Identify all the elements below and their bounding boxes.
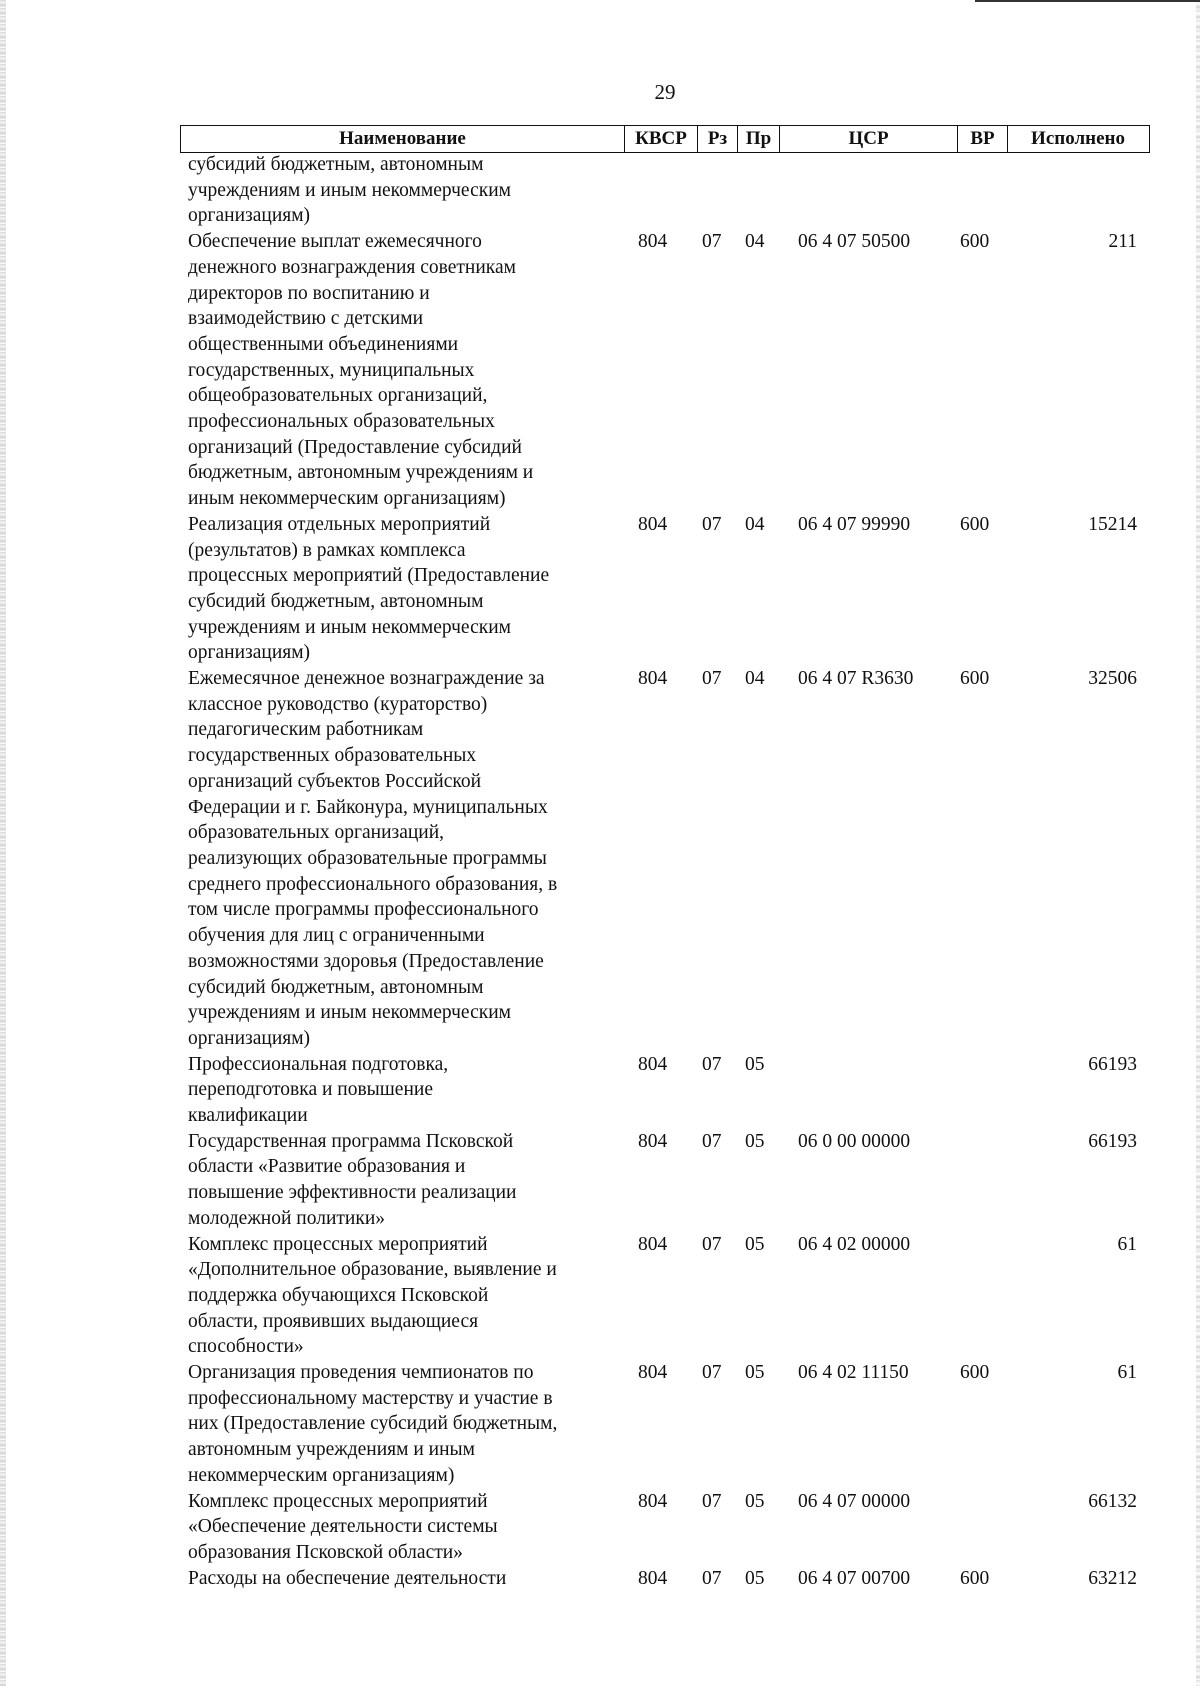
- row-name: Обеспечение выплат ежемесячного денежного вознаграждения советникам директоров по воспитанию и взаимодействию с детскими общественными объединениями государственных, муниципальных общеобразовательных организаций, профессиональных образовательных организаций (Предоставление субсидий бюджетным, автономным учреждениям и иным некоммерческим организациям): [188, 231, 534, 510]
- header-name: Наименование: [339, 128, 466, 149]
- row-kvsr: 804: [638, 1362, 668, 1384]
- row-executed: 15214: [1088, 513, 1137, 535]
- row-vr: 600: [960, 231, 990, 253]
- row-rz: 07: [702, 1567, 722, 1589]
- row-rz: 07: [702, 1053, 722, 1075]
- row-pr: 04: [745, 513, 765, 535]
- row-vr: 600: [960, 1567, 990, 1589]
- header-csr: ЦСР: [779, 126, 957, 152]
- row-executed: 61: [1117, 1362, 1137, 1384]
- row-csr: 06 4 02 11150: [798, 1362, 909, 1384]
- row-name: Комплекс процессных мероприятий «Дополнительное образование, выявление и поддержка обучающихся Псковской области, проявивших выдающиеся способности»: [188, 1233, 557, 1358]
- row-csr: 06 4 02 00000: [798, 1233, 911, 1255]
- row-kvsr: 804: [638, 1490, 668, 1512]
- row-kvsr: 804: [638, 1130, 668, 1152]
- row-pr: 05: [745, 1362, 765, 1384]
- top-rule: [975, 0, 1200, 2]
- row-name: Профессиональная подготовка, переподготовка и повышение квалификации: [188, 1053, 449, 1127]
- row-rz: 07: [702, 231, 722, 253]
- row-pr: 05: [745, 1490, 765, 1512]
- header-executed: Исполнено: [1007, 126, 1148, 152]
- table-body: [0, 152, 1200, 1591]
- row-kvsr: 804: [638, 1053, 668, 1075]
- row-vr: 600: [960, 513, 990, 535]
- row-executed: 63212: [1088, 1567, 1137, 1589]
- row-executed: 32506: [1088, 668, 1137, 690]
- table-row: [0, 1489, 1200, 1566]
- row-pr: 04: [745, 231, 765, 253]
- table-row: [0, 1129, 1200, 1232]
- row-kvsr: 804: [638, 1567, 668, 1589]
- row-vr: 600: [960, 668, 990, 690]
- row-executed: 61: [1117, 1233, 1137, 1255]
- row-rz: 07: [702, 1233, 722, 1255]
- header-kvsr: КВСР: [624, 126, 697, 152]
- row-csr: 06 4 07 R3630: [798, 668, 914, 690]
- row-csr: 06 4 07 00700: [798, 1567, 911, 1589]
- row-kvsr: 804: [638, 513, 668, 535]
- row-rz: 07: [702, 1490, 722, 1512]
- row-csr: 06 4 07 99990: [798, 513, 911, 535]
- row-kvsr: 804: [638, 668, 668, 690]
- table-row: [0, 1232, 1200, 1361]
- row-executed: 66193: [1088, 1130, 1137, 1152]
- row-executed: 211: [1108, 231, 1137, 253]
- table-row: [0, 1566, 1200, 1592]
- row-name: субсидий бюджетным, автономным учреждениям и иным некоммерческим организациям): [188, 154, 511, 227]
- table-row: [0, 666, 1200, 1052]
- row-rz: 07: [702, 513, 722, 535]
- row-name: Расходы на обеспечение деятельности: [188, 1567, 507, 1589]
- row-pr: 05: [745, 1053, 765, 1075]
- page-number: 29: [654, 80, 676, 104]
- row-csr: 06 4 07 00000: [798, 1490, 911, 1512]
- row-name: Государственная программа Псковской области «Развитие образования и повышение эффективности реализации молодежной политики»: [188, 1130, 517, 1229]
- table-row: [0, 152, 1200, 229]
- row-rz: 07: [702, 1130, 722, 1152]
- table-header: [180, 125, 1150, 153]
- row-pr: 04: [745, 668, 765, 690]
- row-name: Организация проведения чемпионатов по профессиональному мастерству и участие в них (Предоставление субсидий бюджетным, автономным учреждениям и иным некоммерческим организациям): [188, 1362, 558, 1486]
- row-rz: 07: [702, 668, 722, 690]
- row-rz: 07: [702, 1362, 722, 1384]
- row-csr: 06 4 07 50500: [798, 231, 911, 253]
- table-row: [0, 1360, 1200, 1489]
- row-vr: 600: [960, 1362, 990, 1384]
- row-name: Ежемесячное денежное вознаграждение за классное руководство (кураторство) педагогическим работникам государственных образовательных организаций субъектов Российской Федерации и г. Байконура, муниципальных образовательных организаций, реализующих образовательные программы среднего профессионального образования, в том числе программы профессионального обучения для лиц с ограниченными возможностями здоровья (Предоставление субсидий бюджетным, автономным учреждениям и иным некоммерческим организациям): [188, 668, 558, 1049]
- row-kvsr: 804: [638, 1233, 668, 1255]
- header-pr: Пр: [737, 126, 779, 152]
- row-name: Комплекс процессных мероприятий «Обеспечение деятельности системы образования Псковской области»: [188, 1490, 498, 1563]
- row-pr: 05: [745, 1567, 765, 1589]
- row-pr: 05: [745, 1130, 765, 1152]
- row-kvsr: 804: [638, 231, 668, 253]
- row-name: Реализация отдельных мероприятий (результатов) в рамках комплекса процессных мероприятий (Предоставление субсидий бюджетным, автономным учреждениям и иным некоммерческим организациям): [188, 513, 550, 664]
- row-executed: 66193: [1088, 1053, 1137, 1075]
- row-executed: 66132: [1088, 1490, 1137, 1512]
- header-vr: ВР: [957, 126, 1007, 152]
- table-row: [0, 229, 1200, 512]
- table-row: [0, 512, 1200, 666]
- row-pr: 05: [745, 1233, 765, 1255]
- row-csr: 06 0 00 00000: [798, 1130, 911, 1152]
- table-row: [0, 1052, 1200, 1129]
- header-rz: Рз: [697, 126, 737, 152]
